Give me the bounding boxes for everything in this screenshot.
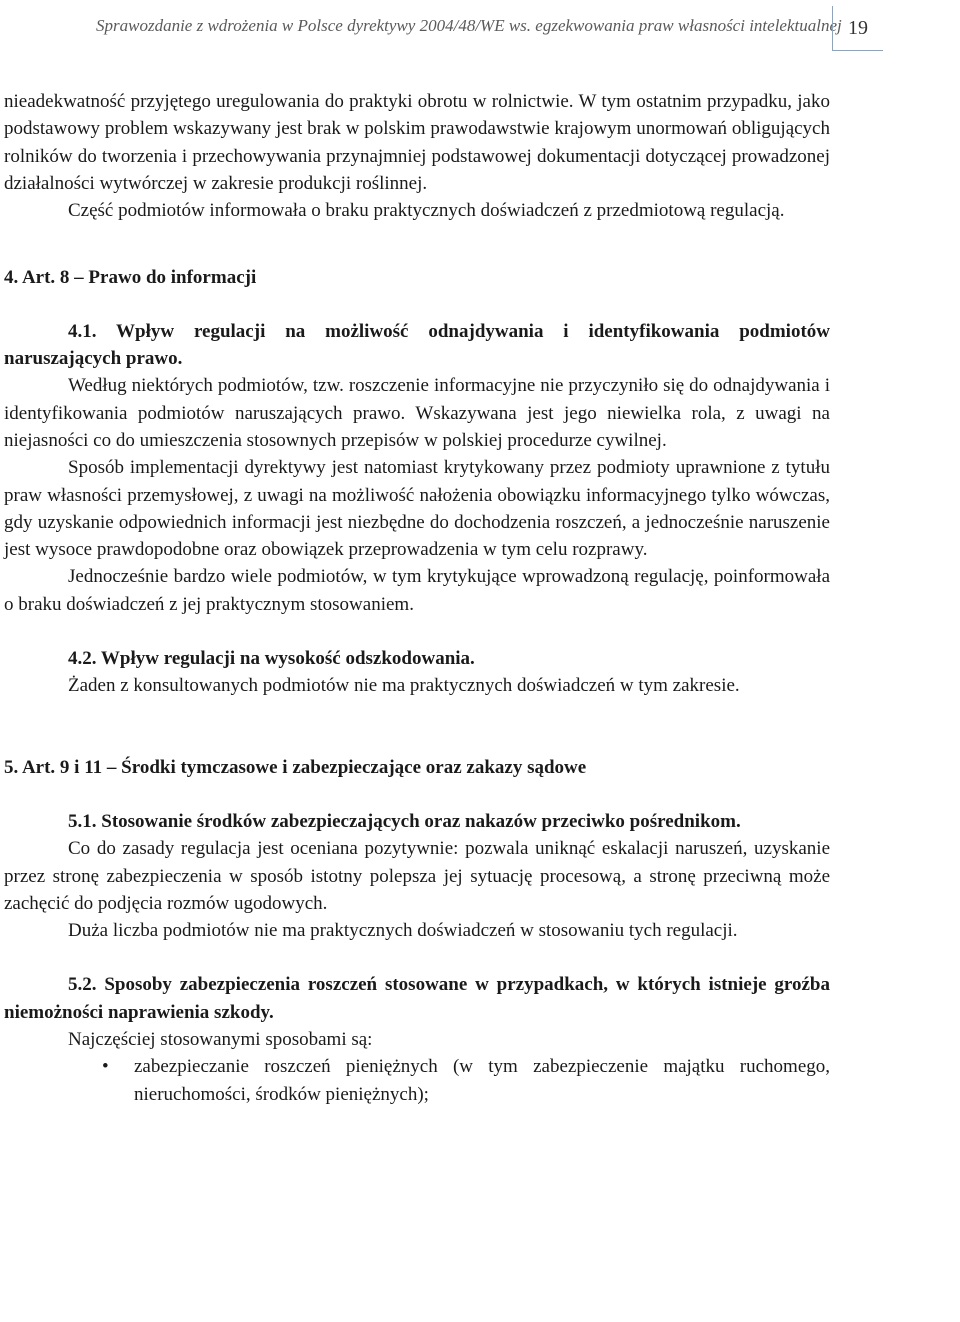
paragraph: Jednocześnie bardzo wiele podmiotów, w tym krytykujące wprowadzoną regulację, poinformowała o braku doświadczeń z jej praktycznym stosowaniem. (4, 566, 830, 615)
document-body (4, 88, 830, 1108)
paragraph: Co do zasady regulacja jest oceniana pozytywnie: pozwala uniknąć eskalacji naruszeń, uzyskanie przez stronę zabezpieczenia w sposób istotny polepsza jej sytuację procesową, a stronę przeciwną może zachęcić do podjęcia rozmów ugodowych. (4, 838, 830, 914)
subsection-heading-4-2: 4.2. Wpływ regulacji na wysokość odszkodowania. (68, 648, 475, 670)
list-item-text: zabezpieczanie roszczeń pieniężnych (w tym zabezpieczenie majątku ruchomego, nieruchomości, środków pieniężnych); (134, 1056, 830, 1105)
section-heading-4: 4. Art. 8 – Prawo do informacji (4, 267, 257, 289)
subsection-heading-4-1: 4.1. Wpływ regulacji na możliwość odnajdywania i identyfikowania podmiotów naruszających prawo. (4, 320, 830, 370)
subsection-heading-5-2: 5.2. Sposoby zabezpieczenia roszczeń stosowane w przypadkach, w których istnieje groźba niemożności naprawienia szkody. (4, 974, 830, 1023)
paragraph: Część podmiotów informowała o braku praktycznych doświadczeń z przedmiotową regulacją. (68, 200, 785, 222)
section-heading-5: 5. Art. 9 i 11 – Środki tymczasowe i zabezpieczające oraz zakazy sądowe (4, 756, 587, 778)
bullet-icon: • (102, 1056, 109, 1078)
paragraph: Sposób implementacji dyrektywy jest natomiast krytykowany przez podmioty uprawnione z tytułu praw własności przemysłowej, z uwagi na możliwość nałożenia obowiązku informacyjnego tylko wówczas, gdy uzyskanie odpowiednich informacji jest niezbędne do dochodzenia roszczeń, a jednocześnie naruszenie jest wysoce prawdopodobne oraz obowiązek przeprowadzenia w tym celu rozprawy. (4, 457, 830, 561)
paragraph: Żaden z konsultowanych podmiotów nie ma praktycznych doświadczeń w tym zakresie. (68, 675, 740, 697)
list-item (4, 1053, 830, 1108)
paragraph: Duża liczba podmiotów nie ma praktycznych doświadczeń w stosowaniu tych regulacji. (68, 920, 738, 942)
running-header-title: Sprawozdanie z wdrożenia w Polsce dyrektywy 2004/48/WE ws. egzekwowania praw własności intelektualnej (96, 16, 842, 35)
bullet-list (4, 1053, 830, 1108)
page-header (0, 0, 960, 58)
paragraph: Według niektórych podmiotów, tzw. roszczenie informacyjne nie przyczyniło się do odnajdywania i identyfikowania podmiotów naruszających prawo. Wskazywana jest jego niewielka rola, z uwagi na niejasności co do umieszczenia stosownych przepisów w polskiej procedurze cywilnej. (4, 375, 830, 451)
paragraph: nieadekwatność przyjętego uregulowania do praktyki obrotu w rolnictwie. W tym ostatnim przypadku, jako podstawowy problem wskazywany jest brak w polskim prawodawstwie krajowym unormowań obligujących rolników do tworzenia i przechowywania przynajmniej podstawowej dokumentacji dotyczącej prowadzonej działalności wytwórczej w zakresie produkcji roślinnej. (4, 91, 830, 194)
subsection-heading-5-1: 5.1. Stosowanie środków zabezpieczających oraz nakazów przeciwko pośrednikom. (68, 810, 741, 832)
page-number: 19 (832, 6, 883, 51)
paragraph: Najczęściej stosowanymi sposobami są: (68, 1029, 373, 1051)
